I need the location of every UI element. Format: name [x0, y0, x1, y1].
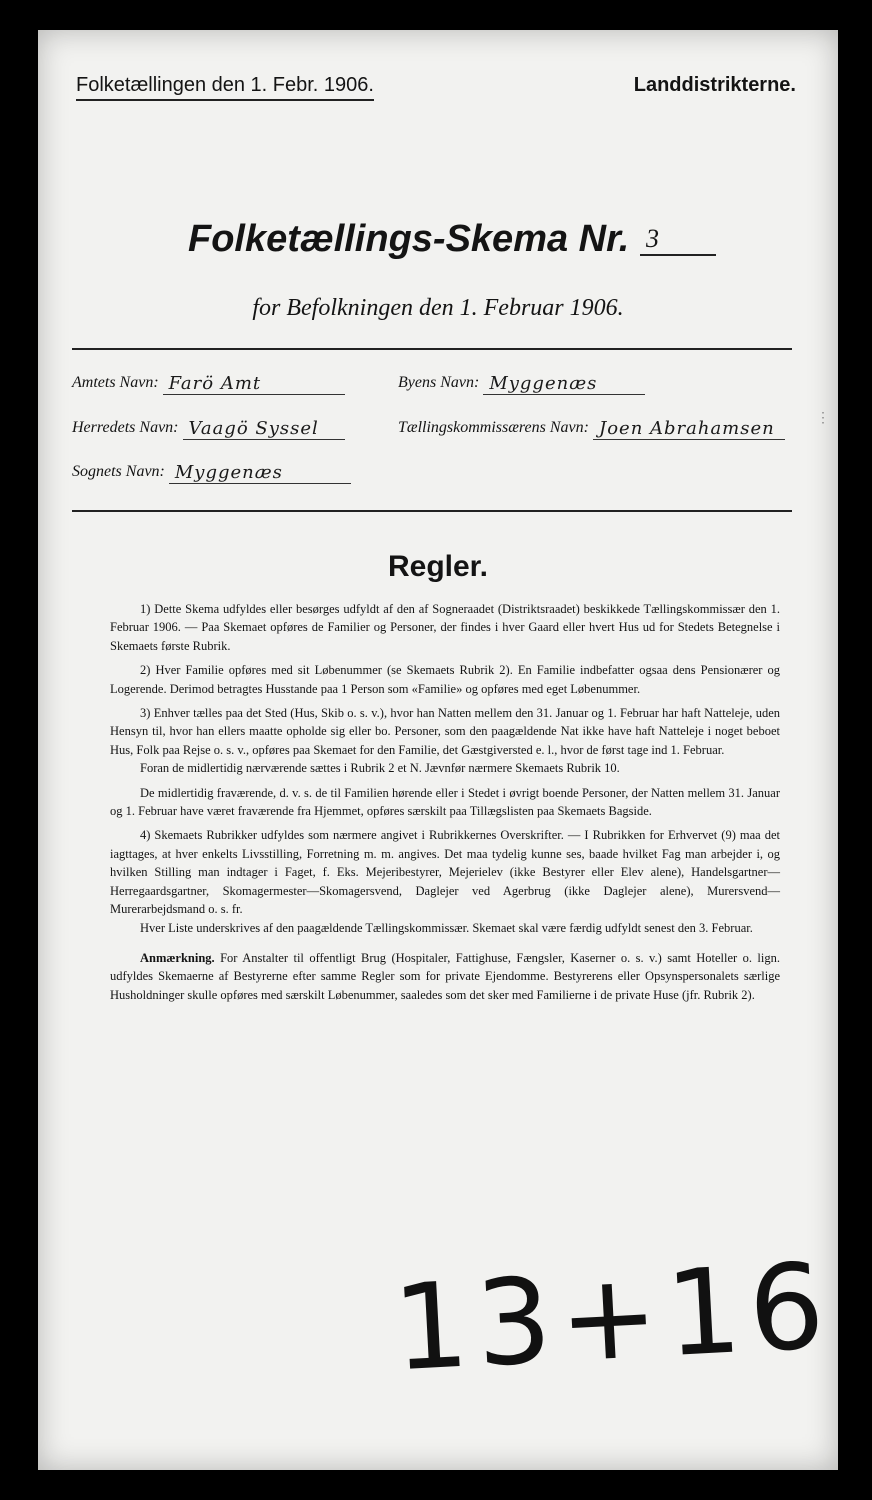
form-title-label: Folketællings-Skema Nr. — [188, 218, 630, 260]
handwritten-count: 13+16 — [389, 1236, 836, 1398]
form-title — [188, 218, 728, 261]
rule-1: 1) Dette Skema udfyldes eller besørges udfyldt af den af Sogneraadet (Distriktsraadet) beskikkede Tællingskommissær den 1. Februar 1906. — Paa Skemaet opføres de Familier og Personer, der findes i hver Gaard eller hvert Hus ud for Stedets Betegnelse i Skemaets første Rubrik. — [110, 602, 780, 653]
herred-value: Vaagö Syssel — [183, 418, 345, 440]
kommissaer-field — [398, 418, 785, 440]
rule-4: 4) Skemaets Rubrikker udfyldes som nærmere angivet i Rubrikkernes Overskrifter. — I Rubrikken for Erhvervet (9) maa det iagttages, at hver enkelts Livsstilling, Forretning m. m. angives. Det maa tydelig kunne ses, baade hvilket Fag man arbejder i, og hvilken Stilling man indtager i Faget, f. Eks. Mejeribestyrer, Mejerielev (ikke Bestyrer eller Elev alene), Handelsgartner—Herregaardsgartner, Skomagermester—Skomagersvend, Daglejer ved Agerbrug (ikke Daglejer alene), Murersvend—Murerarbejdsmand o. s. fr. — [110, 828, 780, 917]
census-form-page — [38, 30, 838, 1470]
rule-4b: Hver Liste underskrives af den paagældende Tællingskommissær. Skemaet skal være færdig udfyldt senest den 3. Februar. — [140, 920, 753, 935]
rule-3c: De midlertidig fraværende, d. v. s. de til Familien hørende eller i Stedet i øvrigt boende Personer, der Natten mellem 31. Januar og 1. Februar have været fraværende fra Hjemmet, opføres særskilt paa Tillægslisten paa Skemaets Bagside. — [110, 785, 780, 819]
rules-heading: Regler. — [387, 550, 489, 583]
by-label: Byens Navn: — [398, 374, 480, 391]
kommissaer-label: Tællingskommissærens Navn: — [398, 419, 589, 436]
margin-dots: ⋮ — [816, 411, 830, 426]
sogn-value: Myggenæs — [169, 462, 351, 484]
kommissaer-value: Joen Abrahamsen — [593, 418, 785, 440]
rule-3b: Foran de midlertidig nærværende sættes i Rubrik 2 et N. Jævnfør nærmere Skemaets Rubrik 10. — [140, 761, 620, 776]
note — [110, 949, 780, 1004]
bottom-divider — [72, 510, 792, 512]
census-date-header: Folketællingen den 1. Febr. 1906. — [76, 74, 374, 101]
top-divider — [72, 348, 792, 350]
amt-field — [72, 373, 345, 395]
form-number: 3 — [640, 224, 716, 256]
by-field — [398, 373, 645, 395]
district-type-header: Landdistrikterne. — [633, 74, 796, 96]
note-text: For Anstalter til offentligt Brug (Hospitaler, Fattighuse, Fængsler, Kaserner o. s. v.) samt Hoteller o. lign. udfyldes Skemaerne af Bestyrerne efter samme Regler som for private Ejendomme. Bestyrerens eller Opsynspersonalets særlige Husholdninger skulle opføres med særskilt Løbenummer, saaledes som det sker med Familierne i de private Huse (jfr. Rubrik 2). — [110, 950, 781, 1002]
rule-2: 2) Hver Familie opføres med sit Løbenummer (se Skemaets Rubrik 2). En Familie indbefatter ogsaa dens Pensionærer og Logerende. Derimod betragtes Husstande paa 1 Person som «Familie» og opføres med eget Løbenummer. — [110, 663, 780, 696]
sogn-field — [72, 462, 351, 484]
rules-text — [110, 600, 780, 1010]
form-subtitle: for Befolkningen den 1. Februar 1906. — [252, 295, 624, 321]
amt-label: Amtets Navn: — [72, 374, 159, 391]
amt-value: Farö Amt — [163, 373, 345, 395]
rule-3: 3) Enhver tælles paa det Sted (Hus, Skib o. s. v.), hvor han Natten mellem den 31. Januar og 1. Februar har haft Natteleje, uden Hensyn til, hvor han ellers maatte opholde sig eller bo. Personer, som den paagældende Nat ikke have haft Natteleje i noget beboet Hus, Folk paa Rejse o. s. v., opføres paa Skemaet for den Familie, det Gæstgiversted e. l., hvor de først tage ind 1. Februar. — [110, 706, 780, 757]
herred-label: Herredets Navn: — [72, 419, 179, 436]
by-value: Myggenæs — [483, 373, 645, 395]
note-label: Anmærkning. — [140, 950, 215, 965]
sogn-label: Sognets Navn: — [72, 463, 165, 480]
herred-field — [72, 418, 345, 440]
